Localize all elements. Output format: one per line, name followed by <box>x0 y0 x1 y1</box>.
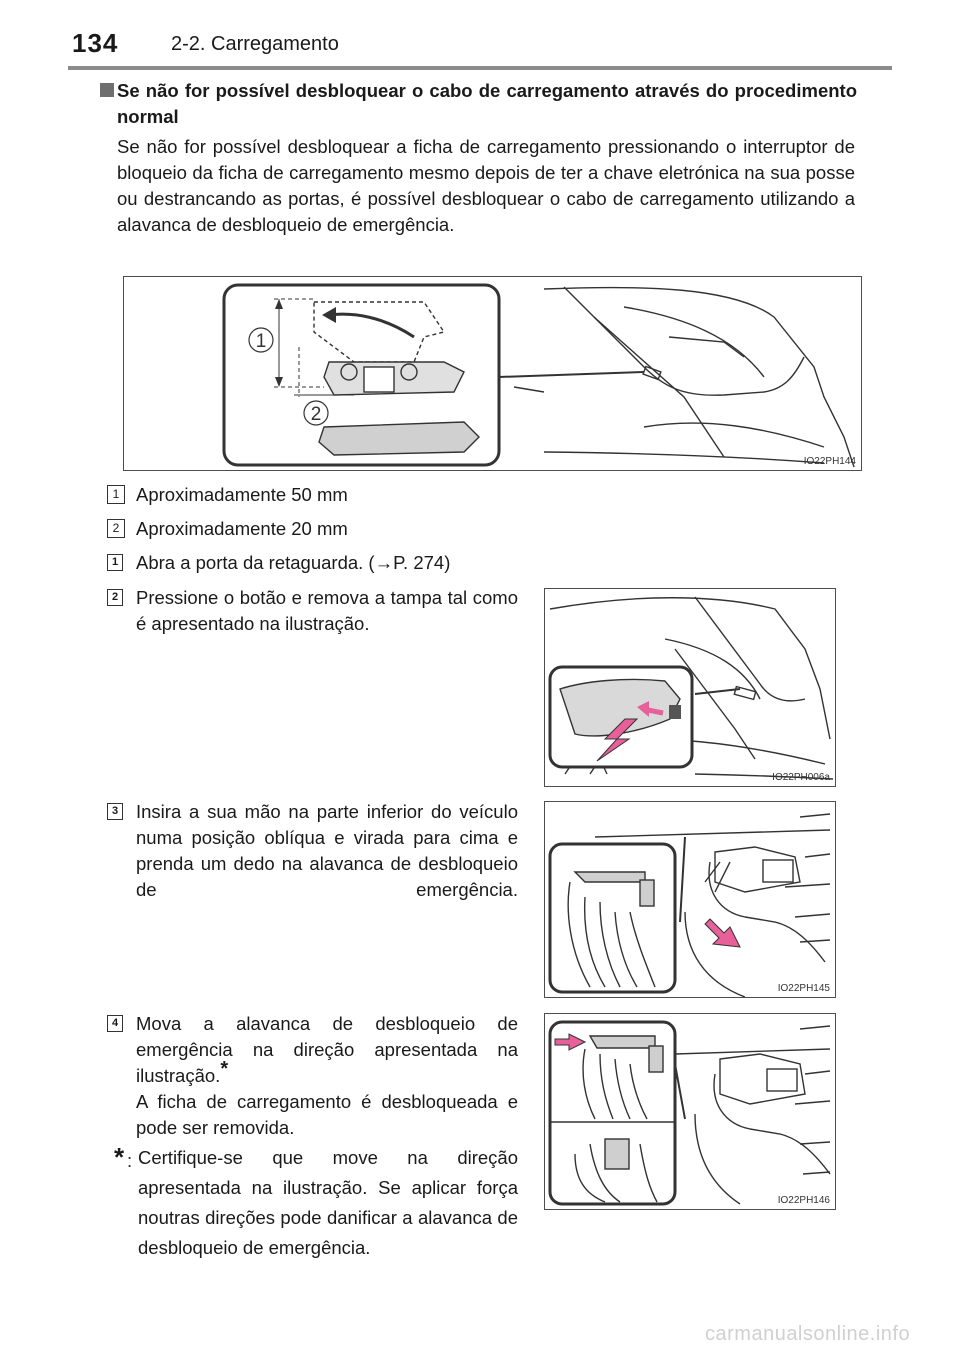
note-asterisk: * <box>114 1142 125 1172</box>
section-title: 2-2. Carregamento <box>171 33 339 55</box>
intro-paragraph: Se não for possível desbloquear a ficha de carregamento pressionando o interruptor de bloqueio da ficha de carregamento mesmo depois de ter a chave eletrónica na sua posse ou destrancando as portas, é possível desbloquear o cabo de carregamento utilizando a alavanca de desbloqueio de emergência. <box>117 136 855 235</box>
page-number: 134 <box>72 28 119 58</box>
legend-number: 1 <box>107 485 125 504</box>
callout-1-label: 1 <box>255 331 267 352</box>
step-number: 3 <box>107 803 123 820</box>
move-lever-illustration <box>545 1014 835 1209</box>
figure-code: IO22PH146 <box>777 1195 830 1206</box>
step-number: 2 <box>107 589 123 606</box>
subsection-heading: Se não for possível desbloquear o cabo de carregamento através do procedimento normal <box>117 80 857 127</box>
footnote-marker: * <box>220 1057 229 1080</box>
figure-cover-location <box>123 276 862 471</box>
note-colon: : <box>127 1150 133 1171</box>
insert-hand-illustration <box>545 802 835 997</box>
remove-cover-illustration <box>545 589 835 786</box>
step-text: Abra a porta da retaguarda. (→P. 274) <box>136 552 451 573</box>
legend-text: Aproximadamente 20 mm <box>136 518 348 539</box>
figure-code: IO22PH144 <box>803 456 856 467</box>
figure-move-lever <box>544 1013 836 1210</box>
step-text-main: Mova a alavanca de desbloqueio de emergência na direção apresentada na ilustração. <box>136 1013 518 1086</box>
step-text-secondary: A ficha de carregamento é desbloqueada e pode ser removida. <box>136 1091 518 1138</box>
header-rule <box>68 66 892 70</box>
figure-insert-hand <box>544 801 836 998</box>
watermark: carmanualsonline.info <box>705 1323 911 1345</box>
step-text: Pressione o botão e remova a tampa tal como é apresentado na ilustração. <box>136 587 518 634</box>
step-number: 1 <box>107 554 123 571</box>
legend-number: 2 <box>107 519 125 538</box>
step-text <box>136 1011 518 1089</box>
footnote-text: Certifique-se que move na direção apresentada na ilustração. Se aplicar força noutras direções pode danificar a alavanca de desbloqueio de emergência. <box>138 1147 518 1258</box>
figure-code: IO22PH006a <box>772 772 830 783</box>
cover-location-illustration <box>124 277 861 470</box>
callout-2-label: 2 <box>310 404 322 425</box>
heading-square-icon <box>100 83 114 97</box>
figure-remove-cover <box>544 588 836 787</box>
step-text: Insira a sua mão na parte inferior do veículo numa posição oblíqua e virada para cima e prenda um dedo na alavanca de desbloqueio de emergência. <box>136 801 518 900</box>
figure-code: IO22PH145 <box>777 983 830 994</box>
legend-text: Aproximadamente 50 mm <box>136 484 348 505</box>
step-number: 4 <box>107 1015 123 1032</box>
